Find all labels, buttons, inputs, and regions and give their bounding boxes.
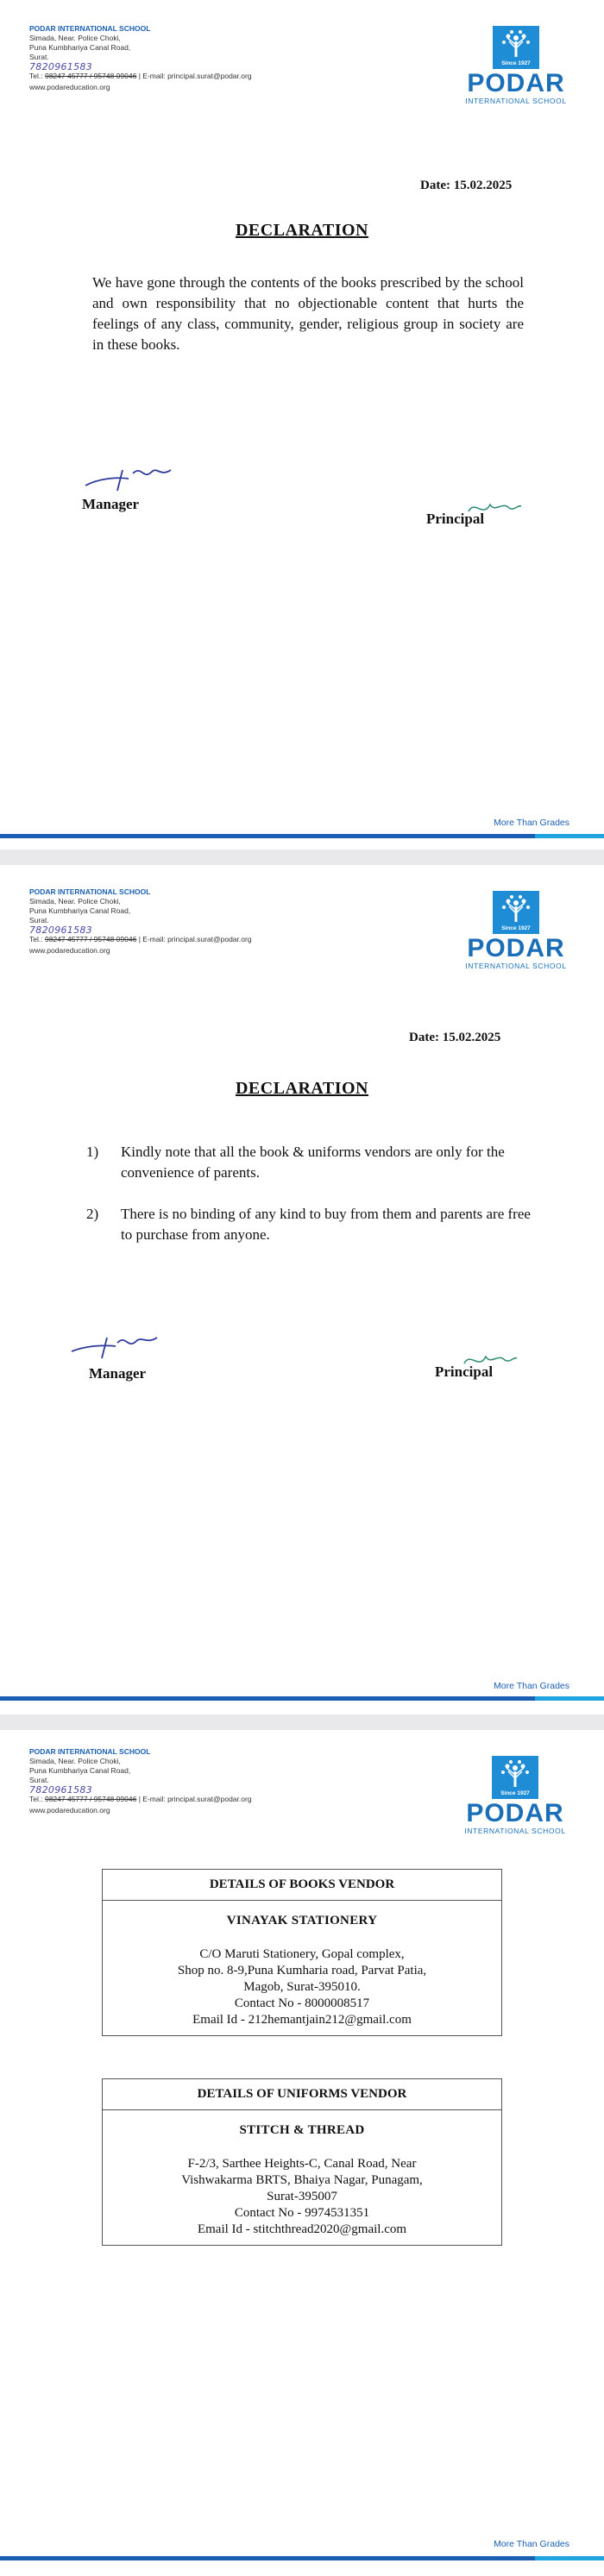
school-name: PODAR INTERNATIONAL SCHOOL: [29, 24, 151, 33]
books-vendor-name: VINAYAK STATIONERY: [226, 1914, 378, 1927]
manager-label: Manager: [89, 1365, 147, 1382]
tel-label: Tel.:: [29, 935, 43, 943]
school-name: PODAR INTERNATIONAL SCHOOL: [29, 1747, 151, 1756]
podar-logo: [451, 26, 581, 105]
tree-logo-icon: [493, 26, 539, 69]
list-item: [86, 1142, 535, 1183]
logo-since: Since 1927: [500, 1790, 530, 1796]
logo-subtitle: INTERNATIONAL SCHOOL: [465, 962, 567, 970]
address-line: Surat.: [29, 1776, 49, 1784]
footer-bar: [0, 1696, 604, 1701]
address-line: Surat-395007: [267, 2190, 337, 2203]
list-text: There is no binding of any kind to buy from them and parents are free to purchase from anyone.: [121, 1206, 531, 1243]
date: Date: 15.02.2025: [420, 179, 513, 192]
email-text: | E-mail: principal.surat@podar.org: [138, 72, 252, 80]
contact-line: [29, 935, 252, 944]
address-line: Surat.: [29, 916, 49, 924]
letterhead-address: [29, 24, 252, 92]
contact-number: Contact No - 8000008517: [234, 1996, 370, 2010]
manager-signature-icon: [67, 1331, 162, 1365]
list-number: 1): [86, 1144, 99, 1160]
logo-wordmark: PODAR: [467, 69, 565, 97]
school-name: PODAR INTERNATIONAL SCHOOL: [29, 887, 151, 896]
manager-label: Manager: [82, 496, 140, 512]
letterhead-address: [29, 1747, 252, 1815]
address-line: Simada, Near. Police Choki,: [29, 34, 121, 42]
email-text: | E-mail: principal.surat@podar.org: [138, 935, 252, 943]
uniforms-vendor-details: [103, 2110, 501, 2245]
tel-label: Tel.:: [29, 72, 43, 80]
handwritten-phone: 7820961583: [29, 924, 92, 936]
podar-logo: [450, 1756, 580, 1835]
page-3: [0, 1730, 604, 2576]
contact-number: Contact No - 9974531351: [234, 2206, 370, 2220]
footer-tagline: More Than Grades: [494, 818, 569, 828]
page-separator: [0, 1714, 604, 1730]
logo-subtitle: INTERNATIONAL SCHOOL: [464, 1827, 566, 1835]
books-vendor-details: [103, 1901, 501, 2035]
logo-since: Since 1927: [501, 60, 531, 66]
podar-logo: [451, 891, 581, 970]
contact-line: [29, 1795, 252, 1804]
footer-bar: [0, 2556, 604, 2560]
tel-label: Tel.:: [29, 1795, 43, 1803]
uniforms-vendor-name: STITCH & THREAD: [239, 2123, 365, 2137]
page-title: DECLARATION: [235, 1079, 369, 1098]
principal-label: Principal: [435, 1363, 494, 1380]
email-text: | E-mail: principal.surat@podar.org: [138, 1795, 252, 1803]
list-item: [86, 1204, 535, 1245]
email-address: Email Id - 212hemantjain212@gmail.com: [192, 2013, 412, 2027]
website: www.podareducation.org: [29, 946, 110, 955]
address-line: Puna Kumbhariya Canal Road,: [29, 906, 131, 915]
logo-wordmark: PODAR: [466, 1799, 564, 1827]
page-separator: [0, 849, 604, 865]
address-line: Shop no. 8-9,Puna Kumharia road, Parvat Patia,: [177, 1964, 427, 1977]
declaration-text: We have gone through the contents of the books prescribed by the school and own responsibility that no objectionable content that hurts the feelings of any class, community, gender, religious group in society are in these books.: [92, 274, 524, 353]
principal-label: Principal: [426, 511, 485, 527]
tel-number-struck: 98247 45777 / 95748 09046: [44, 72, 137, 80]
address-line: Puna Kumbhariya Canal Road,: [29, 1766, 131, 1775]
logo-subtitle: INTERNATIONAL SCHOOL: [465, 97, 567, 105]
list-number: 2): [86, 1206, 99, 1222]
handwritten-phone: 7820961583: [29, 1784, 92, 1796]
manager-signature-icon: [81, 461, 176, 496]
footer-bar: [0, 834, 604, 838]
date: Date: 15.02.2025: [409, 1031, 501, 1044]
address-line: F-2/3, Sarthee Heights-C, Canal Road, Near: [187, 2157, 417, 2171]
address-line: Vishwakarma BRTS, Bhaiya Nagar, Punagam,: [181, 2173, 423, 2187]
page-1: [0, 0, 604, 849]
address-line: Magob, Surat-395010.: [243, 1980, 361, 1994]
address-line: C/O Maruti Stationery, Gopal complex,: [199, 1947, 405, 1961]
footer-tagline: More Than Grades: [494, 1681, 569, 1691]
contact-line: [29, 72, 252, 81]
tree-logo-icon: [493, 891, 539, 934]
logo-since: Since 1927: [501, 925, 531, 931]
address-line: Simada, Near. Police Choki,: [29, 1757, 121, 1765]
list-text: Kindly note that all the book & uniforms vendors are only for the convenience of parents.: [121, 1144, 505, 1181]
email-address: Email Id - stitchthread2020@gmail.com: [197, 2222, 407, 2236]
tel-number-struck: 98247 45777 / 95748 09046: [44, 1795, 137, 1803]
address-line: Surat.: [29, 53, 49, 61]
website: www.podareducation.org: [29, 1806, 110, 1814]
uniforms-vendor-heading: DETAILS OF UNIFORMS VENDOR: [103, 2079, 501, 2110]
handwritten-phone: 7820961583: [29, 61, 92, 72]
books-vendor-heading: DETAILS OF BOOKS VENDOR: [103, 1870, 501, 1901]
tree-logo-icon: [492, 1756, 538, 1799]
books-vendor-box: [102, 1869, 502, 2036]
tel-number-struck: 98247 45777 / 95748 09046: [44, 935, 137, 943]
website: www.podareducation.org: [29, 83, 110, 91]
letterhead-address: [29, 887, 252, 956]
address-line: Puna Kumbhariya Canal Road,: [29, 43, 131, 52]
logo-wordmark: PODAR: [467, 934, 565, 962]
declaration-list: [86, 1142, 535, 1266]
page-2: [0, 865, 604, 1714]
footer-tagline: More Than Grades: [494, 2539, 569, 2549]
page-title: DECLARATION: [235, 221, 369, 240]
uniforms-vendor-box: [102, 2078, 502, 2246]
address-line: Simada, Near. Police Choki,: [29, 897, 121, 906]
